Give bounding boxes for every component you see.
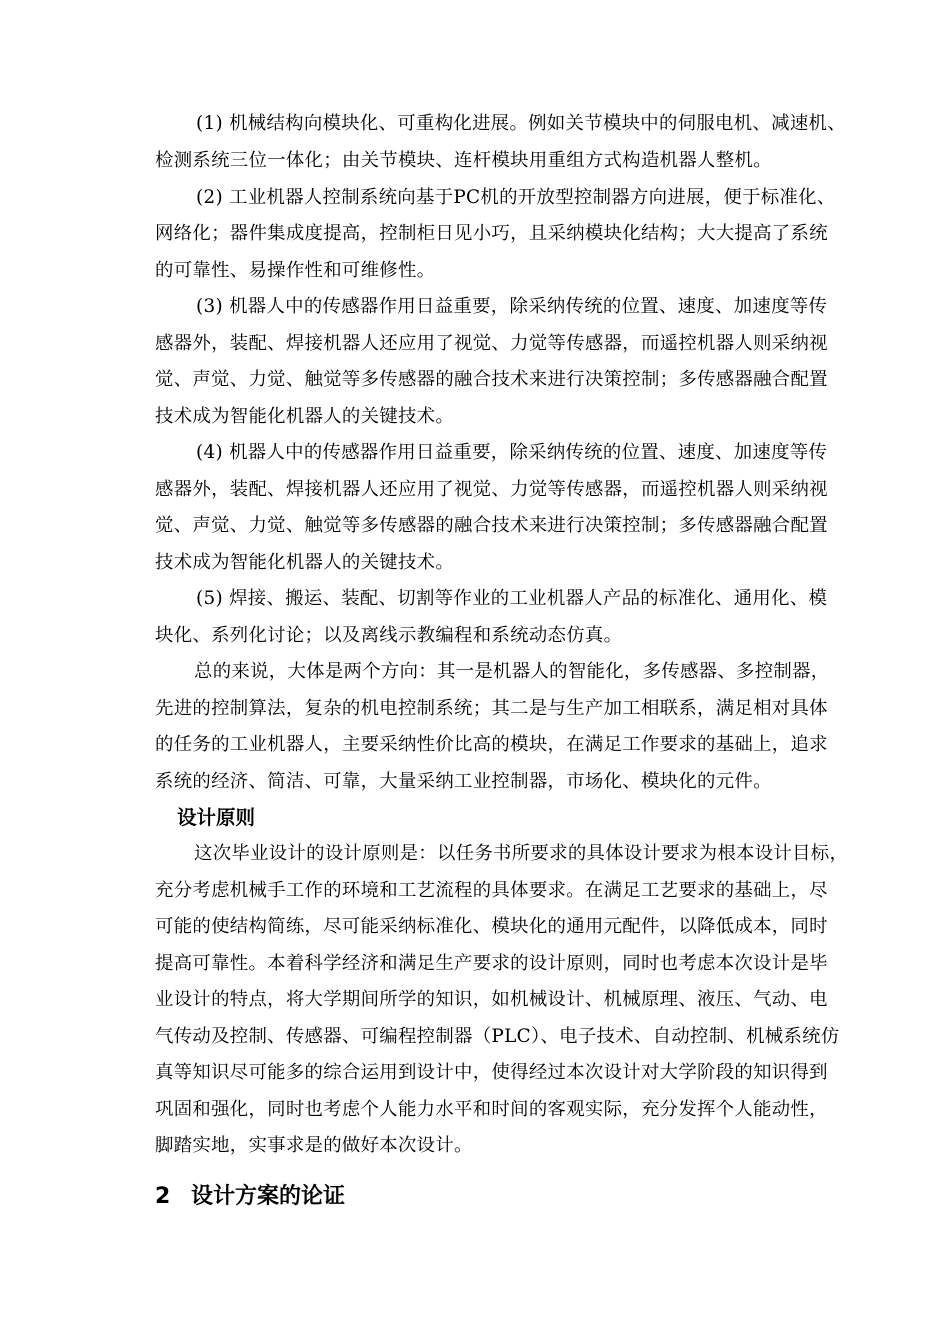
paragraph-7-line-7: 真等知识尽可能多的综合运用到设计中，使得经过本次设计对大学阶段的知识得到 xyxy=(155,1062,828,1083)
chapter-number: 2 xyxy=(155,1184,171,1209)
chapter-title: 设计方案的论证 xyxy=(191,1184,346,1209)
section-heading: 设计原则 xyxy=(177,806,256,829)
paragraph-3-line-3: 觉、声觉、力觉、触觉等多传感器的融合技术来进行决策控制；多传感器融合配置 xyxy=(155,369,828,390)
paragraph-3-line-2: 感器外，装配、焊接机器人还应用了视觉、力觉等传感器，而遥控机器人则采纳视 xyxy=(155,333,828,354)
paragraph-7-line-9: 脚踏实地，实事求是的做好本次设计。 xyxy=(155,1135,473,1156)
paragraph-2-line-3: 的可靠性、易操作性和可维修性。 xyxy=(155,260,436,281)
paragraph-1-line-1: (1) 机械结构向模块化、可重构化进展。例如关节模块中的伺服电机、减速机、 xyxy=(196,113,846,134)
paragraph-4-line-1: (4) 机器人中的传感器作用日益重要，除采纳传统的位置、速度、加速度等传 xyxy=(196,442,828,463)
paragraph-4-line-3: 觉、声觉、力觉、触觉等多传感器的融合技术来进行决策控制；多传感器融合配置 xyxy=(155,515,828,536)
chapter-heading xyxy=(155,1184,345,1210)
paragraph-4-line-2: 感器外，装配、焊接机器人还应用了视觉、力觉等传感器，而遥控机器人则采纳视 xyxy=(155,479,828,500)
paragraph-7-line-5: 业设计的特点，将大学期间所学的知识，如机械设计、机械原理、液压、气动、电 xyxy=(155,989,828,1010)
paragraph-7-line-3: 可能的使结构简练，尽可能采纳标准化、模块化的通用元配件，以降低成本，同时 xyxy=(155,916,828,937)
paragraph-7-line-6: 气传动及控制、传感器、可编程控制器（PLC）、电子技术、自动控制、机械系统仿 xyxy=(155,1026,840,1047)
paragraph-7-line-4: 提高可靠性。本着科学经济和满足生产要求的设计原则，同时也考虑本次设计是毕 xyxy=(155,953,828,974)
paragraph-6-line-1: 总的来说，大体是两个方向：其一是机器人的智能化，多传感器、多控制器， xyxy=(194,661,830,682)
paragraph-6-line-2: 先进的控制算法，复杂的机电控制系统；其二是与生产加工相联系，满足相对具体 xyxy=(155,698,828,719)
paragraph-2-line-2: 网络化；器件集成度提高，控制柜日见小巧，且采纳模块化结构；大大提高了系统 xyxy=(155,223,828,244)
paragraph-7-line-8: 巩固和强化，同时也考虑个人能力水平和时间的客观实际，充分发挥个人能动性， xyxy=(155,1099,828,1120)
paragraph-3-line-1: (3) 机器人中的传感器作用日益重要，除采纳传统的位置、速度、加速度等传 xyxy=(196,296,828,317)
paragraph-7-line-2: 充分考虑机械手工作的环境和工艺流程的具体要求。在满足工艺要求的基础上，尽 xyxy=(155,880,828,901)
paragraph-6-line-4: 系统的经济、简洁、可靠，大量采纳工业控制器，市场化、模块化的元件。 xyxy=(155,771,772,792)
paragraph-3-line-4: 技术成为智能化机器人的关键技术。 xyxy=(155,406,455,427)
paragraph-7-line-1: 这次毕业设计的设计原则是：以任务书所要求的具体设计要求为根本设计目标， xyxy=(194,843,849,864)
paragraph-5-line-1: (5) 焊接、搬运、装配、切割等作业的工业机器人产品的标准化、通用化、模 xyxy=(196,588,828,609)
paragraph-4-line-4: 技术成为智能化机器人的关键技术。 xyxy=(155,552,455,573)
paragraph-2-line-1: (2) 工业机器人控制系统向基于PC机的开放型控制器方向进展，便于标准化、 xyxy=(196,187,836,208)
paragraph-5-line-2: 块化、系列化讨论；以及离线示教编程和系统动态仿真。 xyxy=(155,625,623,646)
paragraph-6-line-3: 的任务的工业机器人，主要采纳性价比高的模块，在满足工作要求的基础上，追求 xyxy=(155,734,828,755)
paragraph-1-line-2: 检测系统三位一体化；由关节模块、连杆模块用重组方式构造机器人整机。 xyxy=(155,150,772,171)
